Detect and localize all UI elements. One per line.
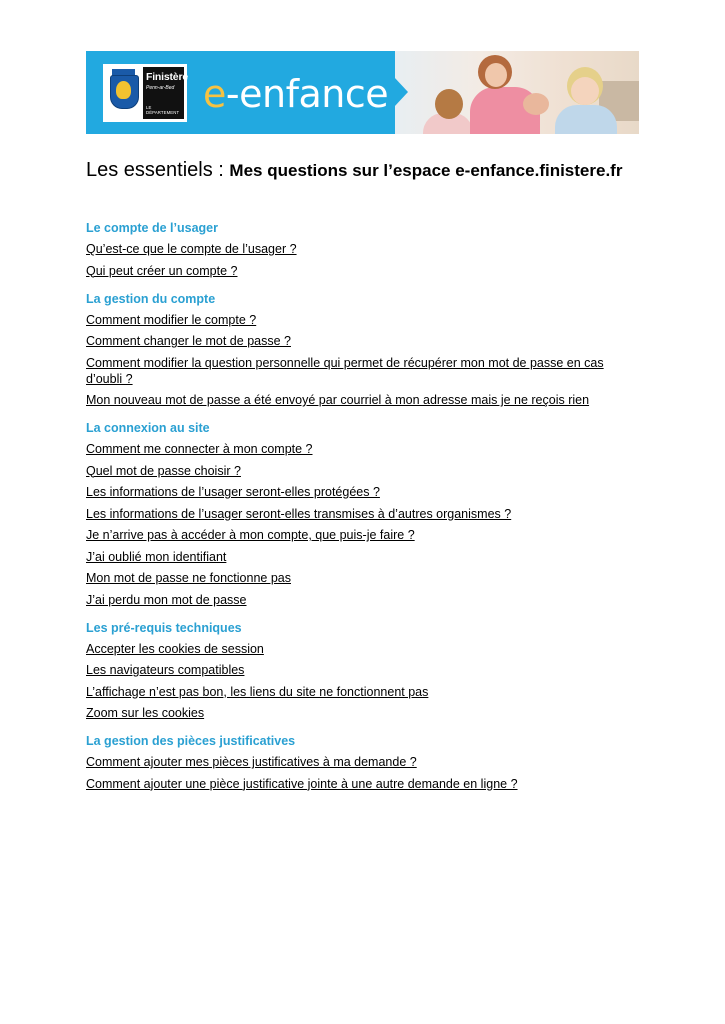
page-title: [86, 157, 622, 184]
finistere-logo: [103, 64, 187, 122]
faq-link[interactable]: Accepter les cookies de session: [86, 641, 264, 656]
faq-link[interactable]: Qui peut créer un compte ?: [86, 263, 238, 278]
brand-title: [203, 72, 389, 116]
faq-section: [86, 291, 626, 409]
faq-section: [86, 733, 626, 792]
faq-link[interactable]: Comment modifier le compte ?: [86, 312, 257, 327]
faq-link[interactable]: Comment me connecter à mon compte ?: [86, 442, 313, 456]
faq-link[interactable]: Comment ajouter mes pièces justificatives à ma demande ?: [86, 755, 417, 769]
faq-link[interactable]: Comment modifier la question personnelle qui permet de récupérer mon mot de passe en cas d’oubli ?: [86, 355, 604, 386]
faq-content: [86, 220, 626, 797]
logo-department: LE DÉPARTEMENT: [146, 105, 180, 115]
faq-section: [86, 620, 626, 722]
banner-arrow: [394, 77, 408, 107]
faq-link[interactable]: Comment changer le mot de passe ?: [86, 334, 291, 348]
section-title: Le compte de l’usager: [86, 221, 218, 235]
faq-link[interactable]: Quel mot de passe choisir ?: [86, 463, 241, 478]
header-banner: [86, 51, 639, 134]
faq-link[interactable]: J’ai perdu mon mot de passe: [86, 592, 247, 607]
faq-link[interactable]: Mon mot de passe ne fonctionne pas: [86, 571, 291, 585]
brand-e: e: [203, 72, 226, 116]
logo-subtitle: Penn-ar-Bed: [146, 85, 175, 91]
faq-link[interactable]: Qu’est-ce que le compte de l’usager ?: [86, 242, 297, 256]
faq-link[interactable]: L’affichage n’est pas bon, les liens du site ne fonctionnent pas: [86, 684, 429, 699]
faq-link[interactable]: Zoom sur les cookies: [86, 706, 205, 720]
faq-link[interactable]: Les navigateurs compatibles: [86, 663, 245, 677]
section-title: La gestion des pièces justificatives: [86, 734, 296, 748]
faq-link[interactable]: Les informations de l’usager seront-elles protégées ?: [86, 485, 380, 499]
section-title: La gestion du compte: [86, 291, 216, 306]
family-photo: [395, 51, 639, 134]
section-title: Les pré-requis techniques: [86, 620, 242, 635]
faq-section: [86, 420, 626, 608]
coat-of-arms-icon: [106, 67, 141, 119]
brand-rest: -enfance: [225, 72, 389, 116]
faq-link[interactable]: J’ai oublié mon identifiant: [86, 549, 227, 564]
logo-text-block: [143, 67, 188, 119]
page-title-main: Les essentiels :: [86, 159, 230, 181]
faq-link[interactable]: Les informations de l’usager seront-elles transmises à d’autres organismes ?: [86, 506, 512, 521]
page-title-sub: Mes questions sur l’espace e-enfance.finistere.fr: [229, 161, 623, 180]
faq-link[interactable]: Je n’arrive pas à accéder à mon compte, que puis-je faire ?: [86, 528, 415, 542]
faq-link[interactable]: Comment ajouter une pièce justificative jointe à une autre demande en ligne ?: [86, 776, 518, 791]
faq-link[interactable]: Mon nouveau mot de passe a été envoyé par courriel à mon adresse mais je ne reçois rien: [86, 393, 590, 407]
section-title: La connexion au site: [86, 421, 210, 435]
faq-section: [86, 220, 626, 279]
logo-name: Finistère: [146, 71, 188, 83]
